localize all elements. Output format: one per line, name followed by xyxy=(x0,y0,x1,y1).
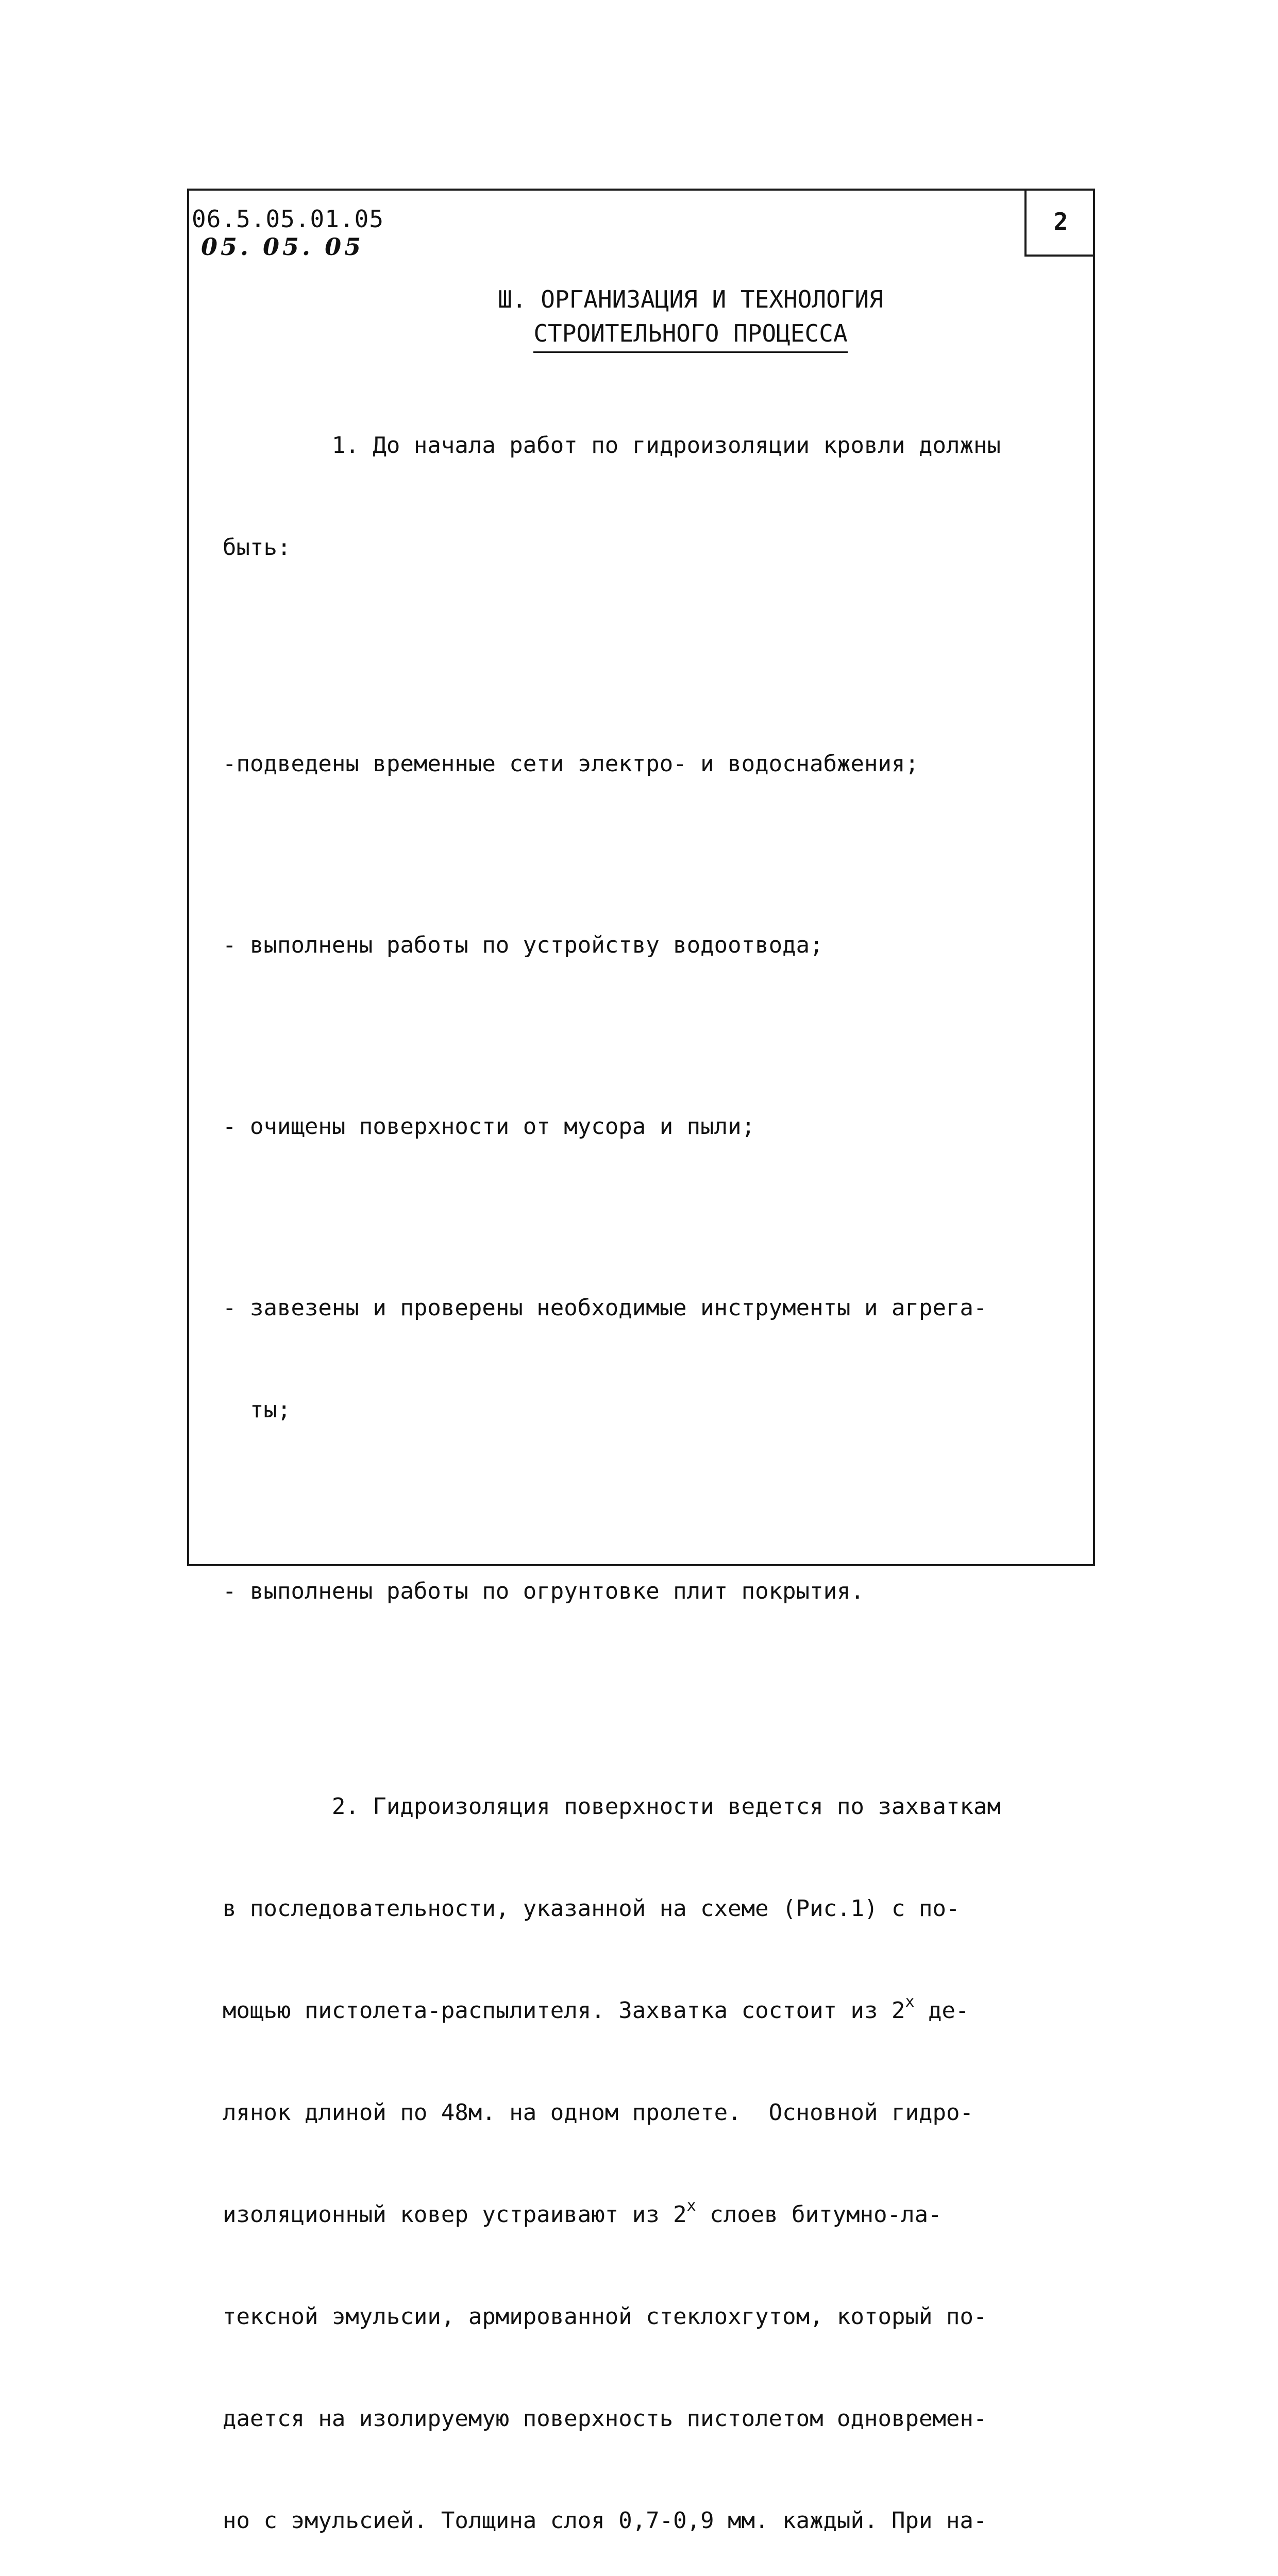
list-item-continuation: ты; xyxy=(223,1397,291,1423)
list-item: - выполнены работы по огрунтовке плит покрытия. xyxy=(223,1578,865,1604)
text-line-part: изоляционный ковер устраивают из 2 xyxy=(223,2201,687,2228)
document-body xyxy=(223,361,1088,2576)
document-code: 06.5.05.01.05 xyxy=(192,205,384,233)
superscript: x xyxy=(686,2197,696,2215)
section-heading xyxy=(361,282,1020,353)
text-line: быть: xyxy=(223,534,291,561)
list-item: - выполнены работы по устройству водоотвода; xyxy=(223,932,823,958)
text-line xyxy=(223,2198,1088,2232)
list-item: - завезены и проверены необходимые инструменты и агрега- xyxy=(223,1295,987,1321)
list-item: - очищены поверхности от мусора и пыли; xyxy=(223,1113,755,1140)
text-line: дается на изолируемую поверхность пистолетом одновремен- xyxy=(223,2405,987,2432)
text-line-part: мощью пистолета-распылителя. Захватка состоит из 2 xyxy=(223,1997,905,2024)
page-number: 2 xyxy=(1024,189,1095,257)
text-line xyxy=(223,1994,1088,2028)
list-item: -подведены временные сети электро- и водоснабжения; xyxy=(223,751,919,777)
text-line: 2. Гидроизоляция поверхности ведется по захваткам xyxy=(223,1793,1001,1820)
superscript: x xyxy=(905,1993,915,2011)
text-line: в последовательности, указанной на схеме (Рис.1) с по- xyxy=(223,1895,960,1922)
text-line-tail: слоев битумно-ла- xyxy=(696,2201,942,2228)
text-line: тексной эмульсии, армированной стеклохгутом, который по- xyxy=(223,2303,987,2330)
section-title-line2: СТРОИТЕЛЬНОГО ПРОЦЕССА xyxy=(533,316,847,353)
document-code-handwritten: 05. 05. 05 xyxy=(201,233,364,261)
text-line: но с эмульсией. Толщина слоя 0,7-0,9 мм. каждый. При на- xyxy=(223,2507,987,2534)
text-line: лянок длиной по 48м. на одном пролете. Основной гидро- xyxy=(223,2099,973,2126)
section-title-line1: Ш. ОРГАНИЗАЦИЯ И ТЕХНОЛОГИЯ xyxy=(498,285,883,313)
text-line: 1. До начала работ по гидроизоляции кровли должны xyxy=(223,432,1001,459)
text-line-tail: де- xyxy=(914,1997,969,2024)
